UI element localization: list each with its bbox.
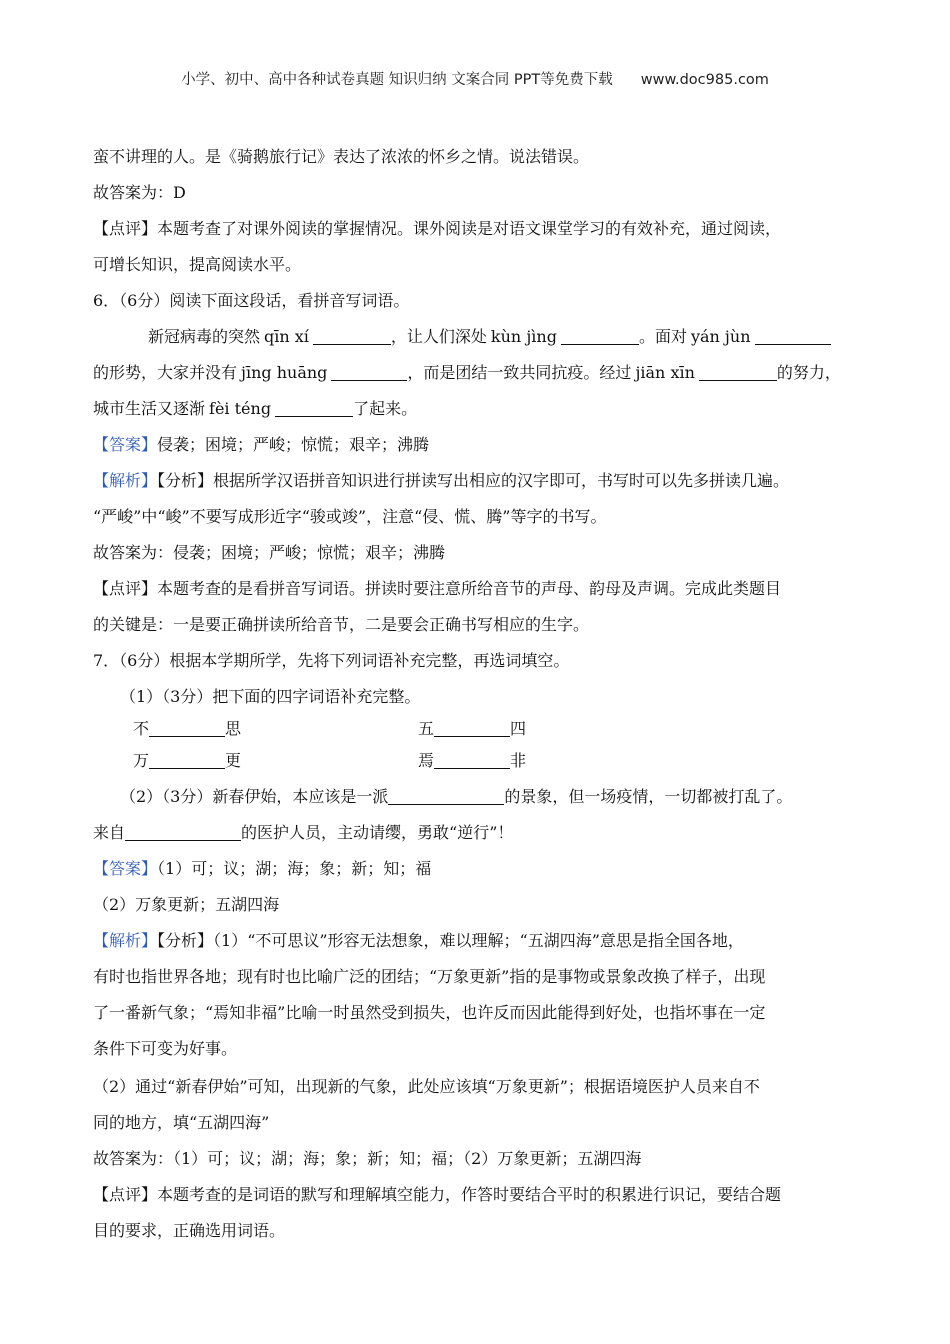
pinyin: kùn jìng [490, 327, 557, 346]
answer-blank[interactable] [561, 328, 639, 345]
idiom-char: 四 [510, 719, 527, 738]
header-url[interactable]: www.doc985.com [640, 72, 769, 88]
idiom-char: 非 [510, 751, 527, 770]
answer-tag: 【答案】 [93, 435, 158, 454]
answer-blank[interactable] [434, 720, 510, 737]
q7-review-2: 目的要求，正确选用词语。 [93, 1221, 286, 1240]
pinyin: jīng huāng [241, 363, 328, 382]
q7-analysis-3: 了一番新气象；“焉知非福”比喻一时虽然受到损失，也许反而因此能得到好处，也指坏事在一定 [93, 1003, 766, 1022]
passage-text: 城市生活又逐渐 [93, 399, 206, 418]
idiom-1 [133, 718, 241, 740]
q6-review-2: 的关键是：一是要正确拼读所给音节，二是要会正确书写相应的生字。 [93, 615, 590, 634]
q7-review-1 [93, 1184, 781, 1206]
passage-text: 的努力， [776, 363, 841, 382]
idiom-char: 更 [225, 751, 242, 770]
pinyin: yán jùn [690, 327, 751, 346]
q7-sub1: （1）（3分）把下面的四字词语补充完整。 [120, 687, 421, 706]
passage-text: 了起来。 [353, 399, 418, 418]
cont-review-line-2: 可增长知识，提高阅读水平。 [93, 255, 302, 274]
answer-blank[interactable] [388, 788, 504, 805]
answer-blank[interactable] [275, 400, 353, 417]
answer-blank[interactable] [149, 720, 225, 737]
sub2-text: （2）（3分）新春伊始，本应该是一派 [120, 787, 389, 806]
passage-text: 。面对 [638, 327, 687, 346]
q7-analysis-5: （2）通过“新春伊始”可知，出现新的气象，此处应该填“万象更新”；根据语境医护人员来自不 [93, 1077, 760, 1096]
sub2-text: 的景象，但一场疫情，一切都被打乱了。 [504, 787, 793, 806]
q7-analysis-1 [93, 930, 744, 952]
q6-review-1 [93, 578, 781, 600]
cont-answer: 故答案为：D [93, 183, 186, 202]
idiom-char: 焉 [418, 751, 435, 770]
idiom-3 [133, 750, 241, 772]
idiom-char: 万 [133, 751, 150, 770]
pinyin: jiān xīn [635, 363, 695, 382]
q7-analysis-2: 有时也指世界各地；现有时也比喻广泛的团结；“万象更新”指的是事物或景象改换了样子，出现 [93, 967, 766, 986]
q7-sub2-line-2 [93, 822, 513, 844]
page-header [0, 68, 950, 89]
review-tag: 【点评】 [93, 1185, 158, 1204]
analysis-tag: 【解析】 [93, 471, 158, 490]
q7-analysis-6: 同的地方，填“五湖四海” [93, 1113, 270, 1132]
review-text: 本题考查的是词语的默写和理解填空能力，作答时要结合平时的积累进行识记，要结合题 [157, 1185, 782, 1204]
idiom-char: 不 [133, 719, 150, 738]
sub2-text: 的医护人员，主动请缨，勇敢“逆行”！ [241, 823, 514, 842]
cont-review-line [93, 218, 781, 240]
sub2-text: 来自 [93, 823, 126, 842]
review-tag: 【点评】 [93, 579, 158, 598]
q7-sub2-line-1 [120, 786, 792, 808]
cont-line: 蛮不讲理的人。是《骑鹅旅行记》表达了浓浓的怀乡之情。说法错误。 [93, 147, 590, 166]
analysis-tag: 【解析】 [93, 931, 158, 950]
answer-blank[interactable] [755, 328, 831, 345]
review-tag: 【点评】 [93, 219, 158, 238]
review-text: 本题考查的是看拼音写词语。拼读时要注意所给音节的声母、韵母及声调。完成此类题目 [157, 579, 782, 598]
answer-text: 侵袭；困境；严峻；惊慌；艰辛；沸腾 [157, 435, 430, 454]
answer-blank[interactable] [125, 824, 241, 841]
passage-text: ，而是团结一致共同抗疫。经过 [407, 363, 632, 382]
idiom-2 [418, 718, 526, 740]
q7-title: 7．（6分）根据本学期所学，先将下列词语补充完整，再选词填空。 [93, 651, 570, 670]
passage-text: 新冠病毒的突然 [148, 327, 261, 346]
passage-text: 的形势，大家并没有 [93, 363, 238, 382]
idiom-char: 思 [225, 719, 242, 738]
q7-answer-2: （2）万象更新；五湖四海 [93, 895, 280, 914]
answer-blank[interactable] [149, 752, 225, 769]
idiom-char: 五 [418, 719, 435, 738]
header-text: 小学、初中、高中各种试卷真题 知识归纳 文案合同 PPT等免费下载 [181, 72, 613, 88]
answer-text: （1）可；议；湖；海；象；新；知；福 [157, 859, 432, 878]
q6-title: 6．（6分）阅读下面这段话，看拼音写词语。 [93, 291, 410, 310]
q6-passage-line-2 [93, 362, 841, 384]
pinyin: qīn xí [264, 327, 309, 346]
analysis-text: 【分析】根据所学汉语拼音知识进行拼读写出相应的汉字即可，书写时可以先多拼读几遍。 [157, 471, 790, 490]
q6-analysis-2: “严峻”中“峻”不要写成形近字“骏或竣”，注意“侵、慌、腾”等字的书写。 [93, 507, 607, 526]
passage-text: ，让人们深处 [390, 327, 487, 346]
review-text: 本题考查了对课外阅读的掌握情况。课外阅读是对语文课堂学习的有效补充，通过阅读， [157, 219, 782, 238]
q7-analysis-4: 条件下可变为好事。 [93, 1039, 238, 1058]
analysis-text: 【分析】（1）“不可思议”形容无法想象，难以理解；“五湖四海”意思是指全国各地， [157, 931, 744, 950]
q6-answer [93, 434, 429, 456]
answer-blank[interactable] [434, 752, 510, 769]
q6-analysis-1 [93, 470, 789, 492]
answer-blank[interactable] [313, 328, 391, 345]
idiom-4 [418, 750, 526, 772]
answer-blank[interactable] [331, 364, 407, 381]
answer-blank[interactable] [699, 364, 777, 381]
q7-final-answer: 故答案为：（1）可；议；湖；海；象；新；知；福；（2）万象更新；五湖四海 [93, 1149, 642, 1168]
answer-tag: 【答案】 [93, 859, 158, 878]
q7-answer-1 [93, 858, 431, 880]
q6-passage-line-3 [93, 398, 417, 420]
pinyin: fèi téng [209, 399, 272, 418]
q6-passage-line-1 [148, 326, 831, 348]
q6-final-answer: 故答案为：侵袭；困境；严峻；惊慌；艰辛；沸腾 [93, 543, 446, 562]
